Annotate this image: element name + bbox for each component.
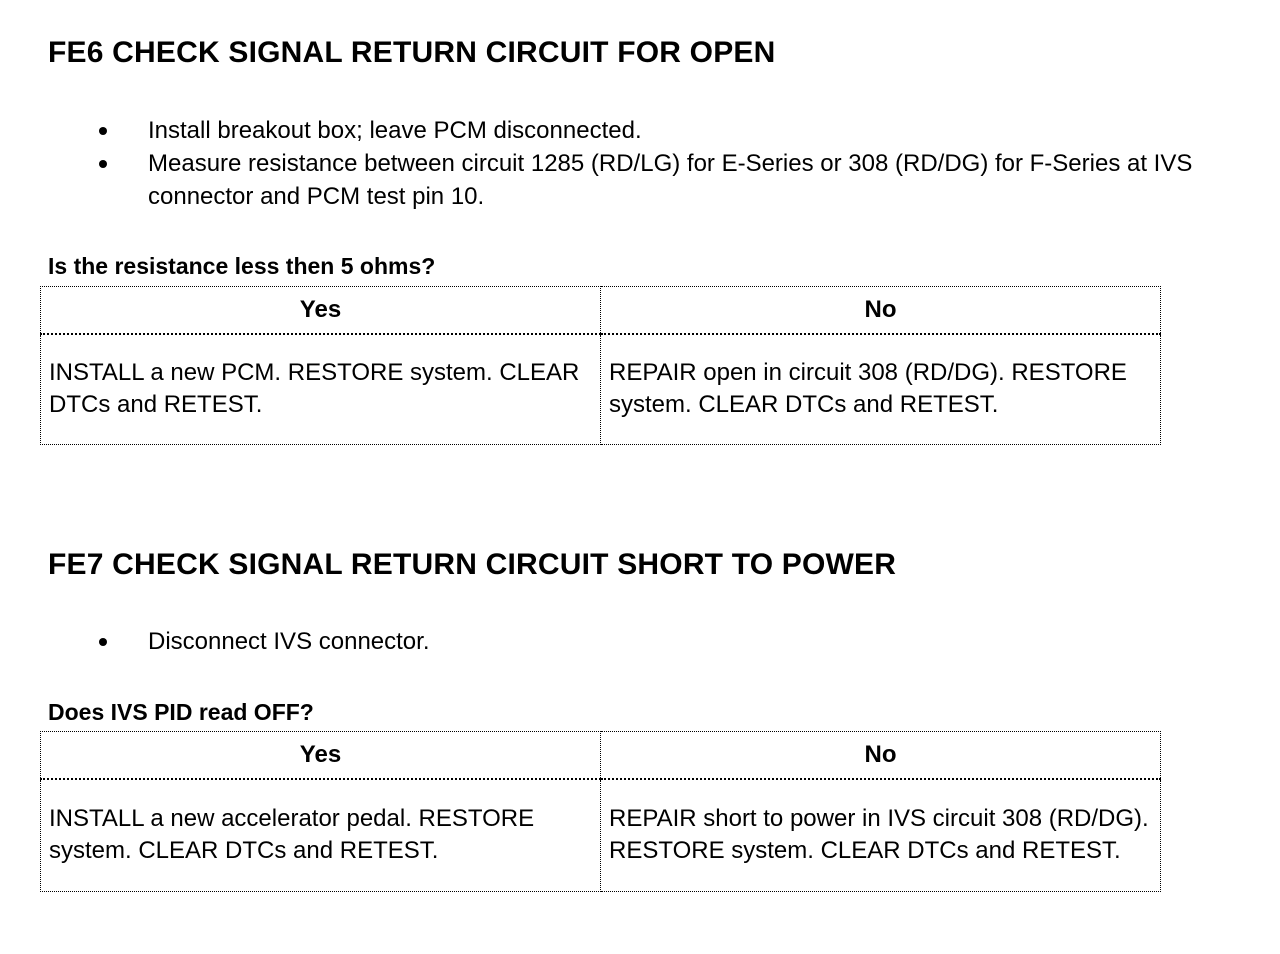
table-row: [41, 334, 1161, 444]
bullet-text: Install breakout box; leave PCM disconnected.: [148, 117, 642, 144]
no-header: No: [601, 732, 1161, 780]
decision-question: Is the resistance less then 5 ohms?: [48, 253, 436, 279]
decision-table: [40, 286, 1161, 445]
bullet-dot-icon: [99, 127, 107, 135]
yes-header: Yes: [41, 732, 601, 780]
no-cell: REPAIR open in circuit 308 (RD/DG). RESTORE system. CLEAR DTCs and RETEST.: [601, 334, 1161, 444]
bullet-item: [0, 625, 1198, 658]
decision-question: Does IVS PID read OFF?: [48, 699, 314, 725]
decision-table: [40, 731, 1161, 892]
bullet-item: [0, 147, 1198, 213]
section-title: FE7 CHECK SIGNAL RETURN CIRCUIT SHORT TO POWER: [48, 548, 897, 581]
yes-cell: INSTALL a new PCM. RESTORE system. CLEAR DTCs and RETEST.: [41, 334, 601, 444]
yes-cell: INSTALL a new accelerator pedal. RESTORE system. CLEAR DTCs and RETEST.: [41, 779, 601, 891]
table-row: [41, 779, 1161, 891]
section-title: FE6 CHECK SIGNAL RETURN CIRCUIT FOR OPEN: [48, 36, 776, 69]
bullet-dot-icon: [99, 160, 107, 168]
table-header-row: [41, 287, 1161, 335]
no-cell: REPAIR short to power in IVS circuit 308 (RD/DG). RESTORE system. CLEAR DTCs and RETEST.: [601, 779, 1161, 891]
bullet-list: [0, 114, 1198, 213]
table-header-row: [41, 732, 1161, 780]
yes-header: Yes: [41, 287, 601, 335]
bullet-text: Measure resistance between circuit 1285 (RD/LG) for E-Series or 308 (RD/DG) for F-Series at IVS connector and PCM test pin 10.: [148, 150, 1193, 210]
no-header: No: [601, 287, 1161, 335]
bullet-item: [0, 114, 1198, 147]
bullet-list: [0, 625, 1198, 658]
bullet-dot-icon: [99, 638, 107, 646]
bullet-text: Disconnect IVS connector.: [148, 628, 430, 655]
